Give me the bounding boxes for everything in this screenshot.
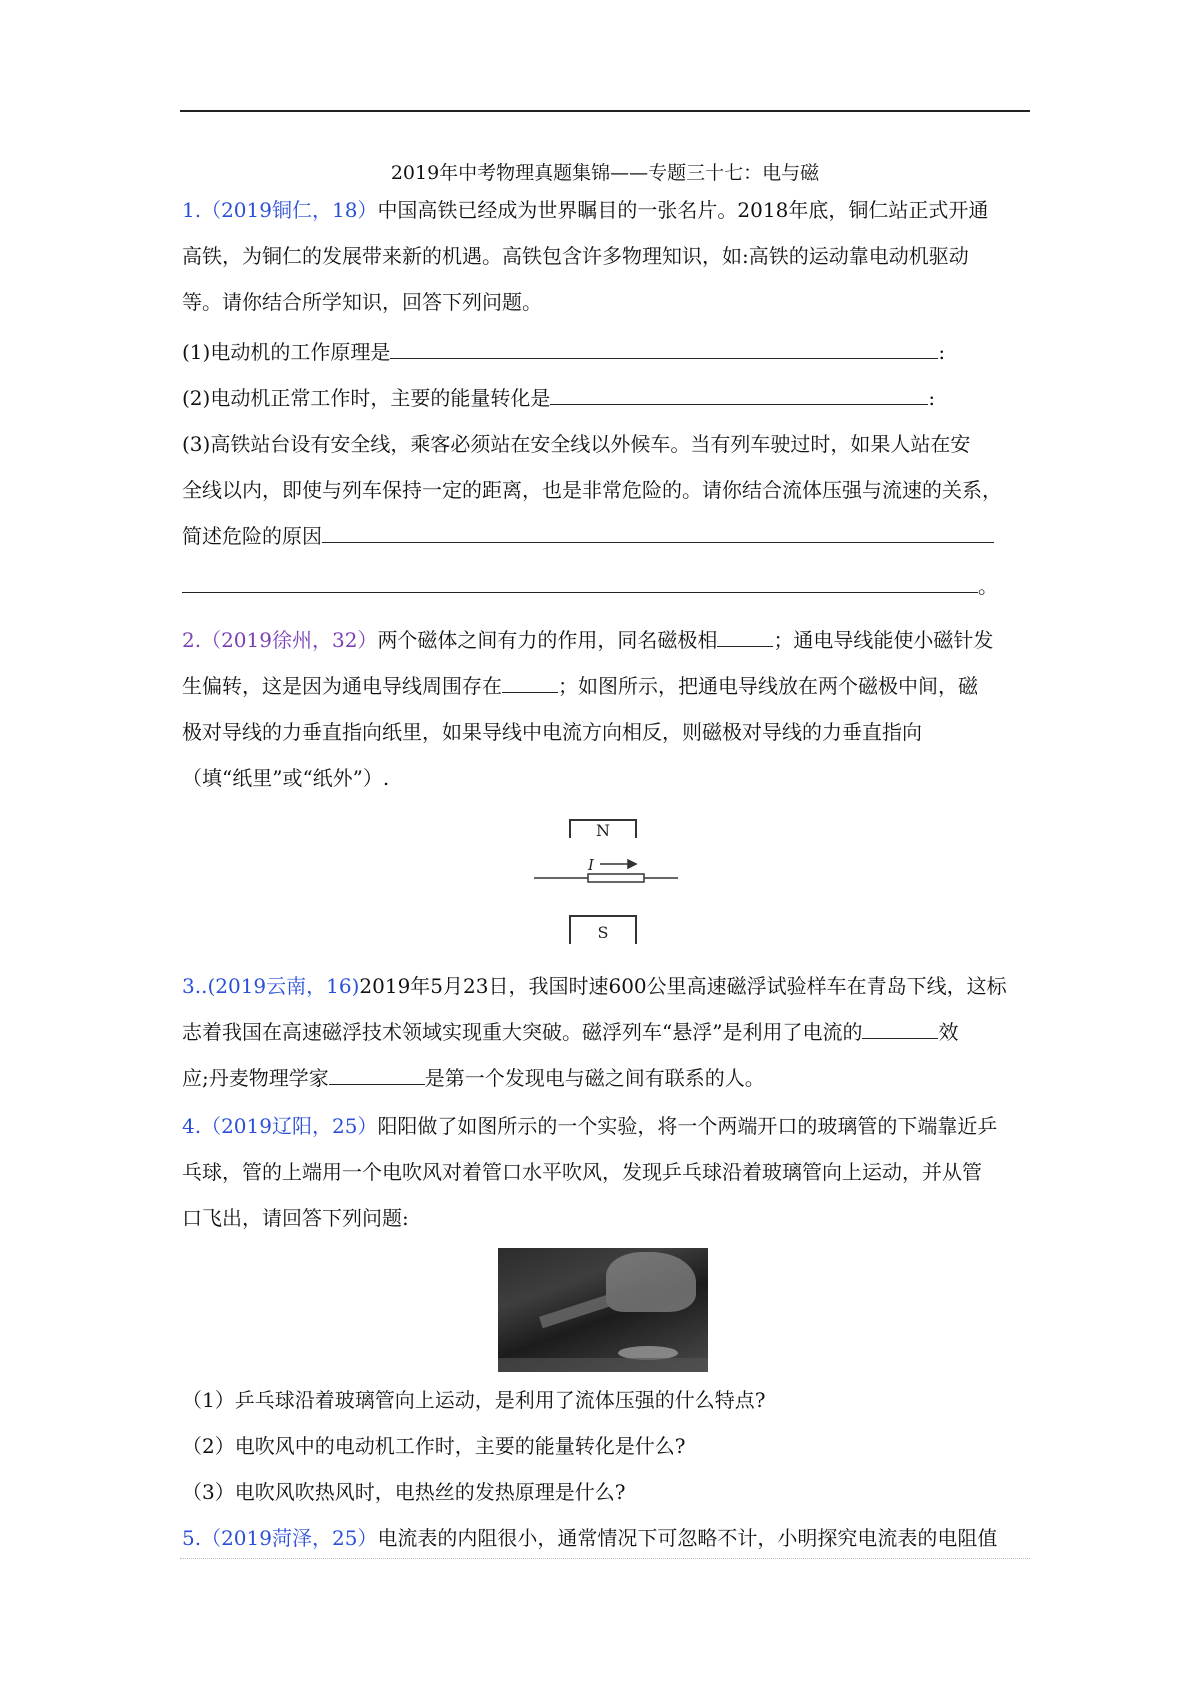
q4-sub3: （3）电吹风吹热风时，电热丝的发热原理是什么? [182, 1480, 626, 1504]
q1-line3: 等。请你结合所学知识，回答下列问题。 [182, 290, 542, 314]
q1-part3-line3: 简述危险的原因 [182, 522, 994, 550]
q3-number: 3..(2019云南，16) [182, 974, 360, 998]
answer-blank [862, 1018, 938, 1039]
q5-line1: 5.（2019菏泽，25）电流表的内阻很小，通常情况下可忽略不计，小明探究电流表的电阻值 [182, 1526, 998, 1550]
q1-line2: 高铁，为铜仁的发展带来新的机遇。高铁包含许多物理知识，如:高铁的运动靠电动机驱动 [182, 244, 969, 268]
q4-line1: 4.（2019辽阳，25）阳阳做了如图所示的一个实验，将一个两端开口的玻璃管的下端靠近乒 [182, 1114, 998, 1138]
q5-number: 5.（2019菏泽，25） [182, 1526, 378, 1550]
q4-line2: 乓球，管的上端用一个电吹风对着管口水平吹风，发现乒乓球沿着玻璃管向上运动，并从管 [182, 1160, 982, 1184]
q2-line4: （填“纸里”或“纸外”）. [182, 766, 390, 790]
q1-part3-line4: 。 [182, 572, 998, 600]
q3-line1: 3..(2019云南，16)2019年5月23日，我国时速600公里高速磁浮试验样车在青岛下线，这标 [182, 974, 1007, 998]
current-wire [534, 874, 678, 882]
q1-part3-line1: (3)高铁站台设有安全线，乘客必须站在安全线以外候车。当有列车驶过时，如果人站在安 [182, 432, 971, 456]
q2-number: 2.（2019徐州，32） [182, 628, 378, 652]
answer-blank [717, 626, 773, 647]
answer-blank [390, 338, 938, 359]
q1-part1: (1)电动机的工作原理是 : [182, 340, 946, 364]
footer-rule [180, 1558, 1030, 1559]
q4-sub1: （1）乒乓球沿着玻璃管向上运动，是利用了流体压强的什么特点? [182, 1388, 766, 1412]
north-pole-label: N [596, 821, 610, 840]
page-title: 2019年中考物理真题集锦——专题三十七：电与磁 [390, 162, 820, 184]
q2-line3: 极对导线的力垂直指向纸里，如果导线中电流方向相反，则磁极对导线的力垂直指向 [182, 720, 922, 744]
experiment-photo [498, 1248, 708, 1372]
south-pole-label: S [597, 923, 609, 942]
q3-line2: 志着我国在高速磁浮技术领域实现重大突破。磁浮列车“悬浮”是利用了电流的 效 [182, 1020, 959, 1044]
current-arrow [600, 860, 636, 868]
q4-line3: 口飞出，请回答下列问题: [182, 1206, 409, 1230]
answer-blank [550, 384, 928, 405]
answer-blank [182, 572, 978, 593]
q2-line1: 2.（2019徐州，32）两个磁体之间有力的作用，同名磁极相 ；通电导线能使小磁针发 [182, 628, 994, 652]
q4-sub2: （2）电吹风中的电动机工作时，主要的能量转化是什么? [182, 1434, 686, 1458]
answer-blank [322, 522, 994, 543]
current-label: I [588, 856, 594, 874]
q1-part2: (2)电动机正常工作时，主要的能量转化是 : [182, 386, 936, 410]
q1-part3-line2: 全线以内，即使与列车保持一定的距离，也是非常危险的。请你结合流体压强与流速的关系， [182, 478, 1002, 502]
q4-number: 4.（2019辽阳，25） [182, 1114, 378, 1138]
q1-line1: 1.（2019铜仁，18）中国高铁已经成为世界瞩目的一张名片。2018年底，铜仁站正式开通 [182, 198, 989, 222]
q2-line2: 生偏转，这是因为通电导线周围存在 ；如图所示，把通电导线放在两个磁极中间，磁 [182, 674, 978, 698]
header-rule [180, 110, 1030, 112]
q1-number: 1.（2019铜仁，18） [182, 198, 378, 222]
answer-blank [329, 1064, 425, 1085]
magnet-wire-figure [530, 818, 680, 950]
q3-line3: 应;丹麦物理学家 是第一个发现电与磁之间有联系的人。 [182, 1066, 765, 1090]
answer-blank [502, 672, 558, 693]
